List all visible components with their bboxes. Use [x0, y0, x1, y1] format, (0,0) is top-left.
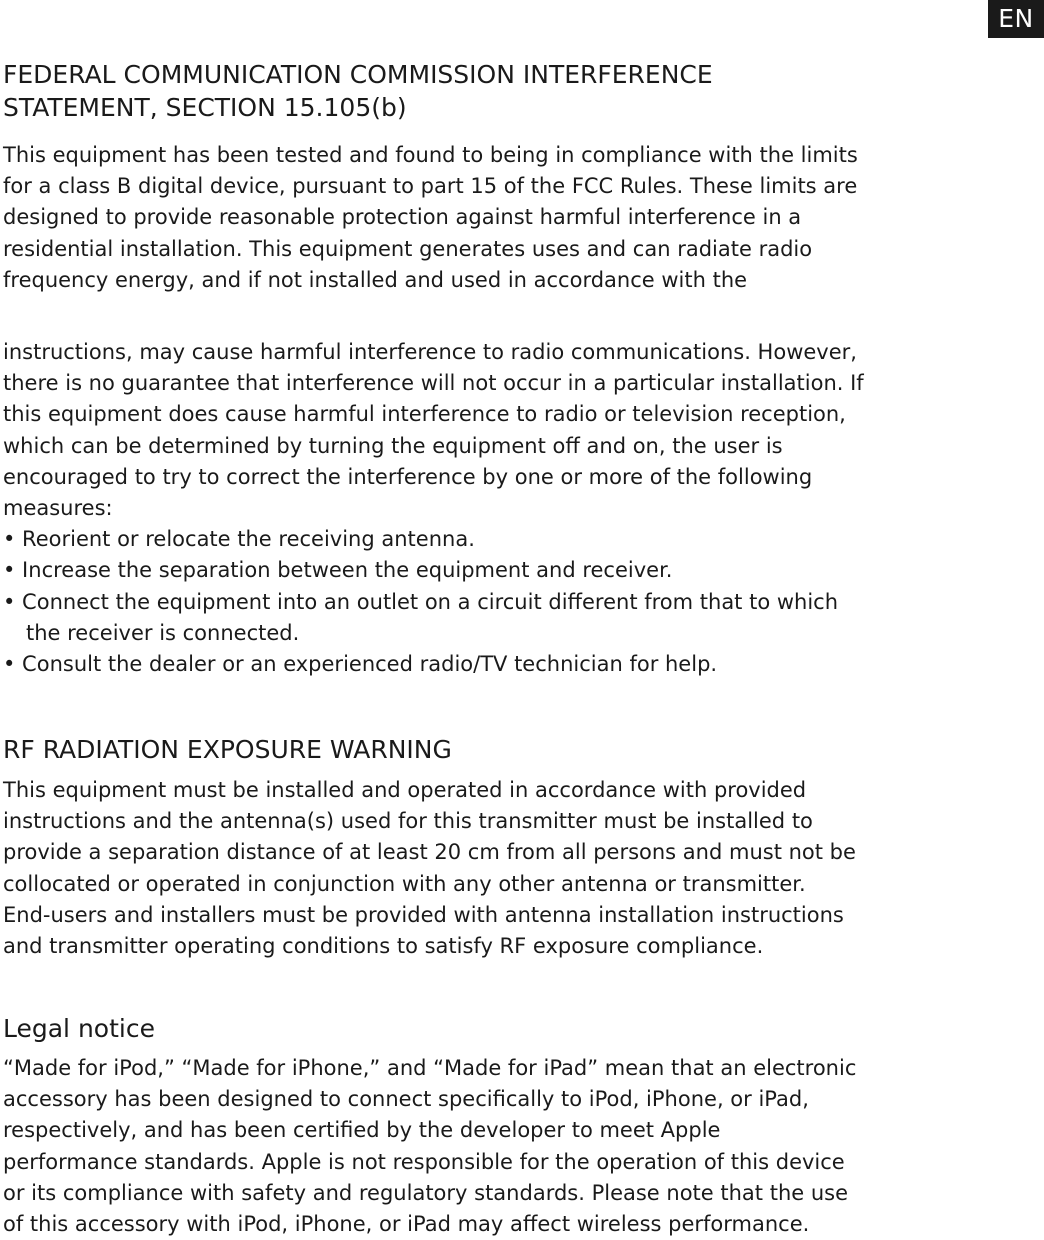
fcc-p1-line: designed to provide reasonable protection against harmful interference in a: [3, 205, 802, 230]
legal-line: respectively, and has been certified by the developer to meet Apple: [3, 1118, 721, 1143]
fcc-paragraph-2: [3, 337, 864, 680]
fcc-p1-line: residential installation. This equipment generates uses and can radiate radio: [3, 236, 813, 261]
rf-section: [3, 733, 452, 766]
list-item-continuation: the receiver is connected.: [26, 620, 300, 645]
legal-line: “Made for iPod,” “Made for iPhone,” and “Made for iPad” mean that an electronic: [3, 1056, 857, 1080]
legal-section: [3, 1012, 155, 1045]
legal-line: accessory has been designed to connect specifically to iPod, iPhone, or iPad,: [3, 1087, 809, 1112]
rf-line: provide a separation distance of at least 20 cm from all persons and must not be: [3, 840, 856, 865]
legal-section-title: Legal notice: [3, 1014, 155, 1043]
fcc-title-line: FEDERAL COMMUNICATION COMMISSION INTERFERENCE: [3, 60, 713, 89]
fcc-p2-line: which can be determined by turning the equipment off and on, the user is: [3, 433, 783, 458]
fcc-p2-line: instructions, may cause harmful interference to radio communications. However,: [3, 340, 857, 364]
fcc-p1-line: This equipment has been tested and found to being in compliance with the limits: [3, 143, 858, 167]
rf-line: collocated or operated in conjunction with any other antenna or transmitter.: [3, 871, 806, 896]
rf-line: instructions and the antenna(s) used for this transmitter must be installed to: [3, 809, 813, 834]
fcc-p2-line: measures:: [3, 495, 113, 520]
fcc-p1-line: for a class B digital device, pursuant to part 15 of the FCC Rules. These limits are: [3, 174, 858, 199]
fcc-title-line: STATEMENT, SECTION 15.105(b): [3, 93, 407, 122]
list-item: • Increase the separation between the equipment and receiver.: [3, 558, 673, 583]
rf-line: This equipment must be installed and operated in accordance with provided: [3, 778, 807, 802]
fcc-p2-line: there is no guarantee that interference will not occur in a particular installation. If: [3, 371, 864, 396]
fcc-paragraph-1: [3, 140, 858, 296]
list-item: • Connect the equipment into an outlet on a circuit different from that to which: [3, 589, 839, 614]
language-badge: EN: [988, 0, 1044, 38]
legal-line: of this accessory with iPod, iPhone, or iPad may affect wireless performance.: [3, 1211, 810, 1236]
fcc-measures-list: [3, 524, 864, 680]
legal-paragraph: [3, 1053, 856, 1240]
rf-line: End-users and installers must be provided with antenna installation instructions: [3, 902, 844, 927]
rf-section-title: RF RADIATION EXPOSURE WARNING: [3, 735, 452, 764]
fcc-p2-line: this equipment does cause harmful interference to radio or television reception,: [3, 402, 846, 427]
rf-line: and transmitter operating conditions to satisfy RF exposure compliance.: [3, 933, 764, 958]
list-item: • Reorient or relocate the receiving antenna.: [3, 527, 475, 552]
legal-line: or its compliance with safety and regulatory standards. Please note that the use: [3, 1180, 849, 1205]
fcc-p2-line: encouraged to try to correct the interference by one or more of the following: [3, 464, 813, 489]
legal-line: performance standards. Apple is not responsible for the operation of this device: [3, 1149, 845, 1174]
list-item: • Consult the dealer or an experienced radio/TV technician for help.: [3, 651, 718, 676]
fcc-p1-line: frequency energy, and if not installed and used in accordance with the: [3, 267, 748, 292]
rf-paragraph: [3, 775, 856, 962]
fcc-section-title: [3, 58, 713, 124]
